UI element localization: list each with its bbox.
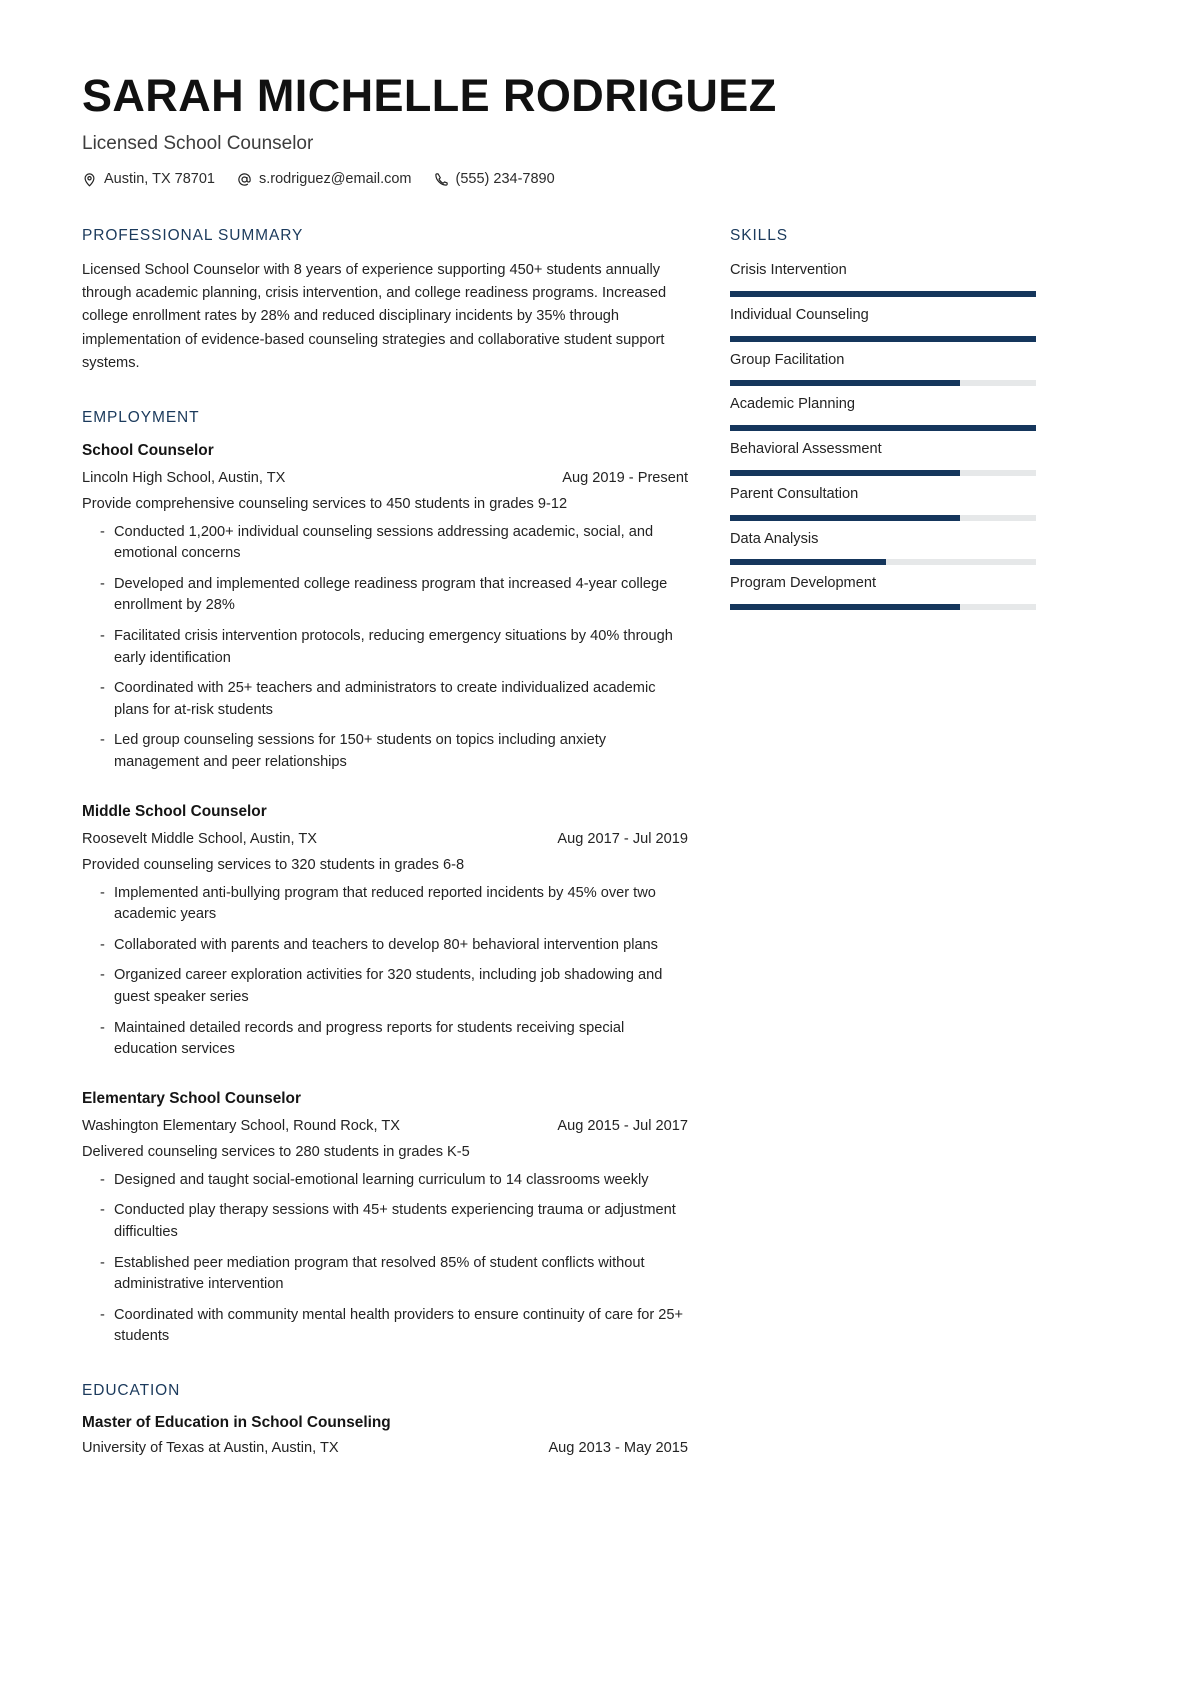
- employment-list: [82, 441, 688, 1348]
- candidate-job-title: Licensed School Counselor: [82, 132, 314, 154]
- phone-icon: [434, 172, 449, 187]
- skill-item: [730, 440, 1036, 476]
- employment-bullet: - Maintained detailed records and progress reports for students receiving special education services: [82, 1018, 688, 1061]
- employment-dates: Aug 2019 - Present: [562, 469, 688, 486]
- employment-bullet-list: [82, 883, 688, 1061]
- location-pin-icon: [82, 172, 97, 187]
- skill-level-track: [730, 336, 1036, 342]
- skill-label: Group Facilitation: [730, 351, 845, 368]
- employment-bullet: - Conducted 1,200+ individual counseling sessions addressing academic, social, and emotional concerns: [82, 522, 688, 565]
- education-list: [82, 1414, 688, 1456]
- resume-body: [82, 227, 1128, 1456]
- education-dates: Aug 2013 - May 2015: [548, 1439, 688, 1456]
- education-entry: [82, 1414, 688, 1456]
- side-column: [730, 227, 1036, 644]
- employment-company: Roosevelt Middle School, Austin, TX: [82, 830, 317, 847]
- contact-location: [82, 171, 215, 187]
- employment-bullet: - Led group counseling sessions for 150+ students on topics including anxiety management and peer relationships: [82, 730, 688, 773]
- employment-meta: [82, 468, 688, 490]
- section-skills: [730, 227, 1036, 610]
- employment-company: Lincoln High School, Austin, TX: [82, 469, 286, 486]
- skill-level-track: [730, 425, 1036, 431]
- contact-row: [82, 171, 1128, 187]
- employment-bullet-list: [82, 1170, 688, 1348]
- employment-section-title: EMPLOYMENT: [82, 408, 200, 426]
- main-column: [82, 227, 688, 1456]
- skill-level-fill: [730, 380, 960, 386]
- employment-bullet: - Facilitated crisis intervention protocols, reducing emergency situations by 40% through early identification: [82, 626, 688, 669]
- skill-label: Individual Counseling: [730, 307, 869, 324]
- education-meta: [82, 1440, 688, 1456]
- skill-level-fill: [730, 559, 886, 565]
- contact-phone: [434, 171, 555, 187]
- skills-list: [730, 261, 1036, 610]
- skill-level-track: [730, 291, 1036, 297]
- employment-bullet: - Designed and taught social-emotional learning curriculum to 14 classrooms weekly: [82, 1170, 688, 1192]
- skill-label: Program Development: [730, 575, 877, 592]
- skill-level-fill: [730, 515, 960, 521]
- skill-label: Data Analysis: [730, 530, 819, 547]
- skill-level-track: [730, 559, 1036, 565]
- skill-level-fill: [730, 336, 1036, 342]
- skill-level-fill: [730, 604, 960, 610]
- skill-item: [730, 574, 1036, 610]
- skill-level-track: [730, 470, 1036, 476]
- section-professional-summary: [82, 227, 688, 374]
- employment-bullet: - Coordinated with community mental health providers to ensure continuity of care for 25+ students: [82, 1305, 688, 1348]
- employment-description: Provide comprehensive counseling services to 450 students in grades 9-12: [82, 495, 568, 512]
- contact-email: [237, 171, 412, 187]
- section-employment: [82, 409, 688, 1348]
- employment-bullet: - Coordinated with 25+ teachers and administrators to create individualized academic plans for at-risk students: [82, 678, 688, 721]
- employment-bullet: - Conducted play therapy sessions with 45+ students experiencing trauma or adjustment difficulties: [82, 1200, 688, 1243]
- email-text: s.rodriguez@email.com: [258, 171, 412, 188]
- skills-section-title: SKILLS: [730, 227, 788, 245]
- resume-header: [82, 72, 1128, 187]
- skill-label: Crisis Intervention: [730, 262, 847, 279]
- employment-meta: [82, 829, 688, 851]
- employment-bullet: - Established peer mediation program that resolved 85% of student conflicts without administrative intervention: [82, 1253, 688, 1296]
- skill-level-fill: [730, 291, 1036, 297]
- employment-role: Elementary School Counselor: [82, 1089, 301, 1107]
- skill-level-track: [730, 380, 1036, 386]
- skill-label: Academic Planning: [730, 396, 855, 413]
- employment-description: Provided counseling services to 320 students in grades 6-8: [82, 856, 465, 873]
- phone-text: (555) 234-7890: [455, 171, 555, 188]
- summary-text: Licensed School Counselor with 8 years of experience supporting 450+ students annually through academic planning, crisis intervention, and college readiness programs. Increased college enrollment rates by 28% and reduced disciplinary incidents by 35% through implementation of evidence-based counseling strategies and collaborative student support systems.: [82, 262, 667, 371]
- skill-item: [730, 395, 1036, 431]
- employment-entry: [82, 441, 688, 774]
- employment-entry: [82, 1089, 688, 1348]
- skill-item: [730, 485, 1036, 521]
- employment-role: Middle School Counselor: [82, 802, 267, 820]
- skill-label: Parent Consultation: [730, 485, 859, 502]
- education-institution: University of Texas at Austin, Austin, TX: [82, 1439, 339, 1456]
- employment-description: Delivered counseling services to 280 students in grades K-5: [82, 1143, 470, 1160]
- employment-entry: [82, 802, 688, 1061]
- skill-item: [730, 530, 1036, 566]
- skill-item: [730, 351, 1036, 387]
- candidate-name: SARAH MICHELLE RODRIGUEZ: [82, 70, 777, 121]
- at-sign-icon: [237, 172, 252, 187]
- skill-level-fill: [730, 425, 1036, 431]
- skill-item: [730, 306, 1036, 342]
- employment-company: Washington Elementary School, Round Rock, TX: [82, 1118, 400, 1135]
- employment-dates: Aug 2017 - Jul 2019: [557, 830, 688, 847]
- education-section-title: EDUCATION: [82, 1381, 181, 1399]
- employment-bullet: - Developed and implemented college readiness program that increased 4-year college enrollment by 28%: [82, 574, 688, 617]
- employment-dates: Aug 2015 - Jul 2017: [557, 1118, 688, 1135]
- employment-meta: [82, 1116, 688, 1138]
- skill-level-fill: [730, 470, 960, 476]
- employment-bullet: - Collaborated with parents and teachers to develop 80+ behavioral intervention plans: [82, 935, 688, 957]
- skill-label: Behavioral Assessment: [730, 441, 882, 458]
- skill-level-track: [730, 604, 1036, 610]
- employment-bullet-list: [82, 522, 688, 774]
- summary-section-title: PROFESSIONAL SUMMARY: [82, 227, 304, 245]
- employment-role: School Counselor: [82, 441, 214, 459]
- skill-item: [730, 261, 1036, 297]
- skill-level-track: [730, 515, 1036, 521]
- location-text: Austin, TX 78701: [104, 171, 215, 188]
- section-education: [82, 1382, 688, 1456]
- employment-bullet: - Implemented anti-bullying program that reduced reported incidents by 45% over two academic years: [82, 883, 688, 926]
- employment-bullet: - Organized career exploration activities for 320 students, including job shadowing and guest speaker series: [82, 965, 688, 1008]
- education-degree: Master of Education in School Counseling: [82, 1413, 391, 1431]
